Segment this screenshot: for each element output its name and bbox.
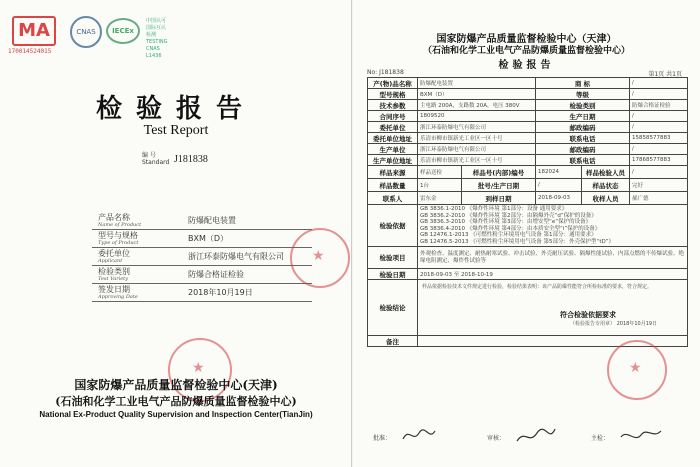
reviewer-label: 审核： — [487, 435, 506, 442]
approver-signature — [401, 425, 441, 445]
approver-label: 批准： — [373, 435, 392, 442]
tester-signature — [619, 425, 663, 447]
table-row: 检验项目 外观检查、温度测定、耐热耐寒试验、冲击试验、外壳耐压试验、隔爆性能试验、内部点燃的不传爆试验、绝缘电阻测定、爆炸性试验等 — [368, 247, 688, 269]
issuing-org-cn: 国家防爆产品质量监督检验中心(天津) — [74, 378, 278, 392]
serial-number: J181838 — [174, 154, 208, 165]
signature-row — [367, 425, 687, 449]
cnas-logo: CNAS — [70, 16, 102, 48]
cover-field-list — [92, 212, 312, 302]
iecex-logo: IECEx — [106, 18, 140, 44]
cma-cert-number: 170014524015 — [8, 48, 52, 55]
table-row: 联系人 雷东金 到样日期 2018-09-03 收样人员 郝广德 — [368, 192, 688, 205]
seal-star-icon: ★ — [629, 360, 642, 376]
report-number: No: J181838 — [367, 69, 404, 76]
report-title-cn: 检验报告 — [95, 94, 256, 124]
conclusion-seal-label: （检验报告专用章） 2018年10月19日 — [570, 320, 658, 327]
inspection-basis-list: GB 3836.1-2010 《爆炸性环境 第1部分：设备 通用要求》 GB 3836.2-2010 《爆炸性环境 第2部分：由隔爆外壳“d”保护的设备》 GB 3836.3-2010 《爆炸性环境 第3部分：由增安型“e”保护的设备》 GB 3836.4-2010 《爆炸性环境 第4部分：由本质安全型“i”保护的设备》 GB 12476.1-2013 《可燃性粉尘环境用电气设备 第1部分：通用要求》 GB 12476.5-2013 《可燃性粉尘环境用电气设备 第5部分：外壳保护型“tD”》 — [418, 205, 688, 247]
report-page — [353, 0, 700, 467]
report-header-org: 国家防爆产品质量监督检验中心（天津） — [436, 34, 617, 45]
table-row: 合同序号 1809520 生产日期 / — [368, 111, 688, 122]
certification-logos — [8, 16, 168, 59]
field-product-name: 产品名称 Name of Product 防爆配电装置 — [92, 212, 312, 230]
table-row: 样品数量 1台 批号/生产日期 / 样品状态 完好 — [368, 179, 688, 192]
page-number: 第1页 共1页 — [648, 71, 682, 78]
table-row: 检验结论 样品依据检验技术文件规定进行检验，检验结果表明：该产品防爆性能符合所检标准的要求，符合规定。 符合检验依据要求 （检验报告专用章） 2018年10月19日 — [368, 280, 688, 336]
report-header-title: 检验报告 — [498, 60, 555, 71]
issuing-org-cn-alt: (石油和化学工业电气产品防爆质量监督检验中心) — [55, 395, 297, 408]
table-row: 备注 — [368, 336, 688, 347]
field-model: 型号与规格 Type of Product BXM（D） — [92, 230, 312, 248]
table-row: 检验日期 2018-09-03 至 2018-10-19 — [368, 269, 688, 280]
table-row: 产(物)品名称 防爆配电装置 商 标 / — [368, 78, 688, 89]
serial-label: 编 号 Standard — [142, 152, 170, 166]
field-applicant: 委托单位 Applicant 浙江环泰防爆电气有限公司 — [92, 248, 312, 266]
inspection-table — [367, 77, 688, 347]
report-header-org-alt: （石油和化学工业电气产品防爆质量监督检验中心） — [422, 46, 630, 56]
cma-logo: MA — [12, 16, 56, 46]
seal-star-icon: ★ — [312, 248, 325, 264]
report-title-en: Test Report — [143, 123, 209, 138]
conclusion-pass: 符合检验依据要求 — [560, 310, 616, 319]
table-row: 样品来源 样品送检 样品号(内部)编号 182024 样品检验人员 / — [368, 166, 688, 179]
table-row: 委托单位地址 乐清市柳市镇新光工业区一区十号 联系电话 15858577883 — [368, 133, 688, 144]
table-row: 技术参数 主电路 200A，支路数 20A，电压 380V 检验类别 防爆合格证检验 — [368, 100, 688, 111]
field-test-variety: 检验类别 Test Variety 防爆合格证检验 — [92, 266, 312, 284]
table-row: 检验依据 GB 3836.1-2010 《爆炸性环境 第1部分：设备 通用要求》 GB 3836.2-2010 《爆炸性环境 第2部分：由隔爆外壳“d”保护的设备》 GB 3836.3-2010 《爆炸性环境 第3部分：由增安型“e”保护的设备》 GB 3836.4-2010 《爆炸性环境 第4部分：由本质安全型“i”保护的设备》 GB 12476.1-2013 《可燃性粉尘环境用电气设备 第1部分：通用要求》 GB 12476.5-2013 《可燃性粉尘环境用电气设备 第5部分：外壳保护型“tD”》 — [368, 205, 688, 247]
conclusion-text: 样品依据检验技术文件规定进行检验，检验结果表明：该产品防爆性能符合所检标准的要求，符合规定。 — [422, 283, 653, 290]
ilac-logo: 中国认可 国际互认 检测 TESTING CNAS L1436 — [146, 18, 168, 59]
table-row: 委托单位 浙江环泰防爆电气有限公司 邮政编码 / — [368, 122, 688, 133]
table-row: 生产单位 浙江环泰防爆电气有限公司 邮政编码 / — [368, 144, 688, 155]
table-row: 生产单位地址 乐清市柳市镇新光工业区一区十号 联系电话 17868577883 — [368, 155, 688, 166]
table-row: 型号规格 BXM（D） 等级 / — [368, 89, 688, 100]
seal-star-icon: ★ — [192, 360, 205, 376]
field-approving-date: 签发日期 Approving Date 2018年10月19日 — [92, 284, 312, 302]
tester-label: 主检： — [591, 435, 610, 442]
reviewer-signature — [515, 425, 559, 447]
issuing-org-en: National Ex-Product Quality Supervision and Inspection Center(TianJin) — [39, 410, 313, 419]
conclusion-cell — [418, 280, 688, 336]
